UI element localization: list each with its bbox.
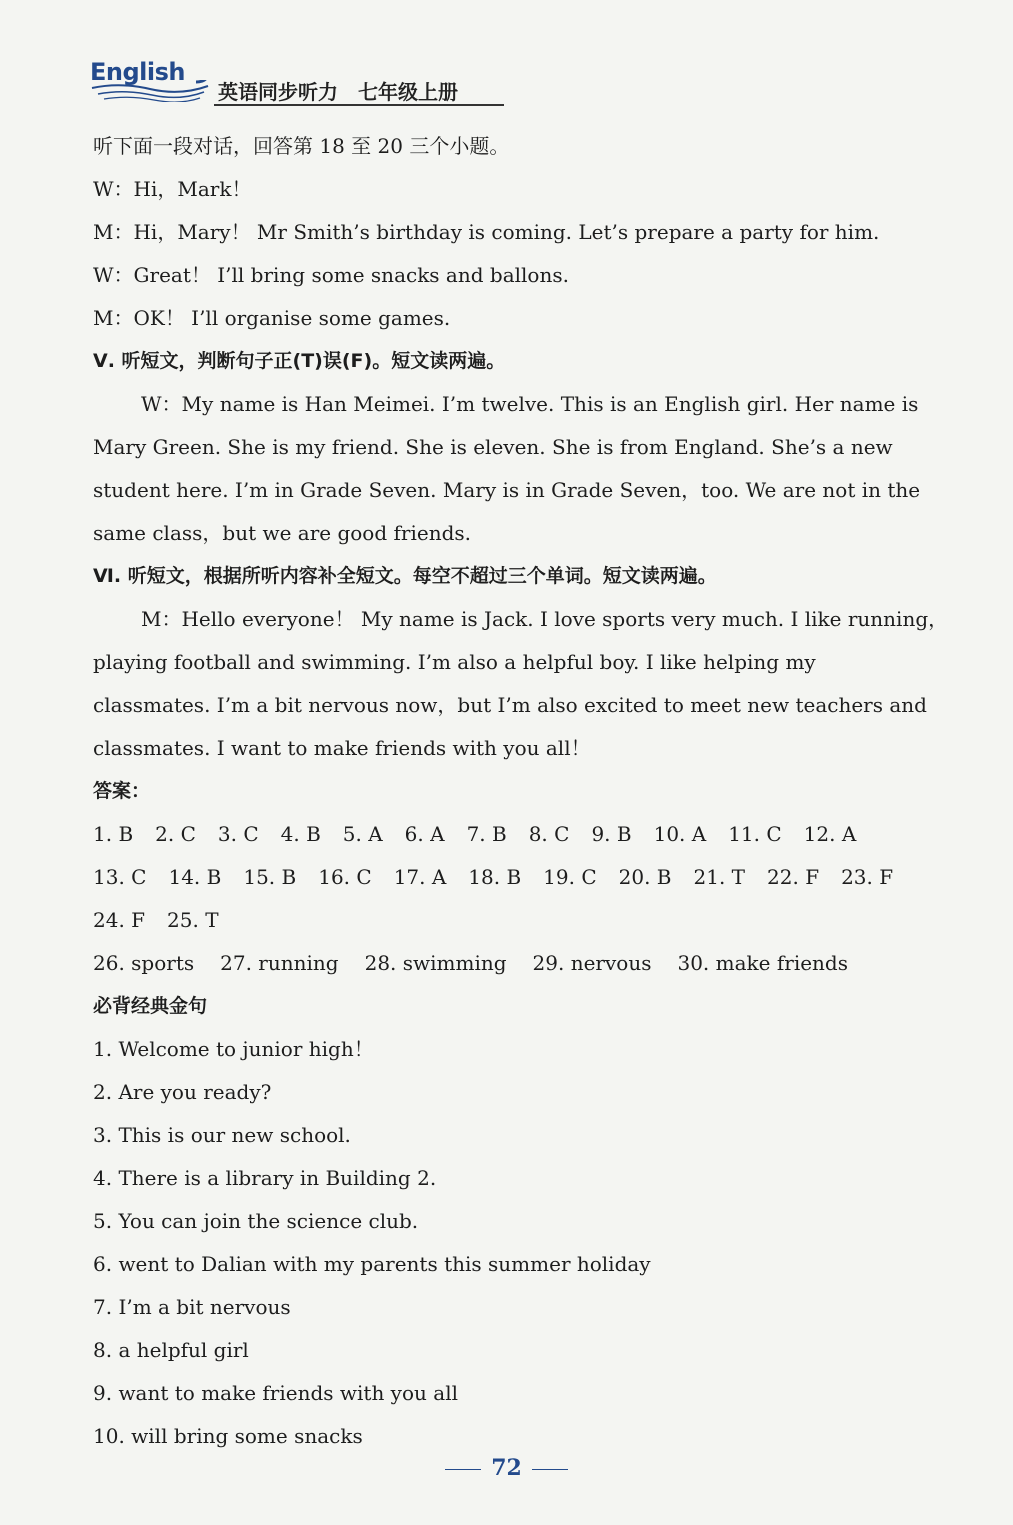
answer-item: 8. C (528, 822, 570, 846)
answer-item: 30. make friends (677, 951, 848, 975)
answer-item: 12. A (803, 822, 857, 846)
page-number-dash-left (445, 1469, 481, 1470)
answer-item: 7. B (466, 822, 507, 846)
sentence-item: 8. a helpful girl (93, 1338, 249, 1362)
page-number-value: 72 (491, 1455, 522, 1481)
answer-item: 1. B (93, 822, 134, 846)
answers-row-3 (93, 899, 945, 942)
answer-item: 6. A (404, 822, 445, 846)
answer-item: 9. B (591, 822, 632, 846)
page-content (93, 125, 949, 1458)
page-number (0, 1455, 1013, 1481)
sentence-item: 5. You can join the science club. (93, 1209, 419, 1233)
sentence-item: 3. This is our new school. (93, 1123, 351, 1147)
answer-item: 15. B (243, 865, 297, 889)
answer-item: 21. T (693, 865, 746, 889)
answer-item: 22. F (767, 865, 820, 889)
answer-item: 27. running (220, 951, 339, 975)
sentences-title: 必背经典金句 (93, 995, 208, 1017)
section-5-title: Ⅴ. 听短文，判断句子正(T)误(F)。短文读两遍。 (93, 350, 506, 372)
section-5-text-line: W：My name is Han Meimei. I’m twelve. This is an English girl. Her name is (141, 392, 919, 416)
page-header (90, 58, 510, 108)
answers-row-2 (93, 856, 945, 899)
sentence-item: 1. Welcome to junior high！ (93, 1037, 374, 1061)
answer-item: 5. A (342, 822, 383, 846)
answers-row-1 (93, 813, 945, 856)
answer-item: 18. B (468, 865, 522, 889)
dialogue-line: M：Hi，Mary！ Mr Smith’s birthday is coming. Let’s prepare a party for him. (93, 220, 880, 244)
answers-row-4 (93, 942, 945, 985)
sentence-item: 10. will bring some snacks (93, 1424, 363, 1448)
answer-item: 26. sports (93, 951, 195, 975)
header-underline (214, 104, 504, 106)
section-5-text-line: Mary Green. She is my friend. She is eleven. She is from England. She’s a new (93, 435, 893, 459)
sentence-item: 7. I’m a bit nervous (93, 1295, 291, 1319)
sentence-item: 9. want to make friends with you all (93, 1381, 458, 1405)
answer-item: 16. C (318, 865, 372, 889)
english-logo: English (90, 58, 185, 86)
sentence-item: 6. went to Dalian with my parents this summer holiday (93, 1252, 651, 1276)
section-6-text-line: classmates. I want to make friends with you all！ (93, 736, 591, 760)
answer-item: 10. A (653, 822, 707, 846)
section-6-text-line: playing football and swimming. I’m also a helpful boy. I like helping my (93, 650, 816, 674)
section-5-text-line: same class，but we are good friends. (93, 521, 472, 545)
answer-item: 3. C (217, 822, 259, 846)
answer-item: 17. A (393, 865, 447, 889)
answer-item: 11. C (728, 822, 782, 846)
answer-item: 19. C (543, 865, 597, 889)
section-6-text-line: M：Hello everyone！ My name is Jack. I love sports very much. I like running， (141, 607, 949, 631)
answers-title: 答案： (93, 780, 151, 802)
section-5-text-line: student here. I’m in Grade Seven. Mary is in Grade Seven，too. We are not in the (93, 478, 921, 502)
answer-item: 14. B (168, 865, 222, 889)
sentence-item: 2. Are you ready? (93, 1080, 272, 1104)
dialogue-line: W：Great！ I’ll bring some snacks and ballons. (93, 263, 569, 287)
answer-item: 20. B (618, 865, 672, 889)
dialogue-line: M：OK！ I’ll organise some games. (93, 306, 451, 330)
answer-item: 23. F (841, 865, 894, 889)
answer-item: 4. B (280, 822, 321, 846)
dialogue-intro: 听下面一段对话，回答第 18 至 20 三个小题。 (93, 134, 510, 158)
answer-item: 24. F (93, 908, 146, 932)
section-6-text-line: classmates. I’m a bit nervous now，but I’m also excited to meet new teachers and (93, 693, 927, 717)
sentence-item: 4. There is a library in Building 2. (93, 1166, 437, 1190)
answer-item: 25. T (167, 908, 219, 932)
page-number-dash-right (532, 1469, 568, 1470)
book-title: 英语同步听力 七年级上册 (218, 80, 458, 104)
logo-swoosh-icon (90, 80, 210, 102)
answer-item: 2. C (155, 822, 196, 846)
answer-item: 28. swimming (364, 951, 507, 975)
section-6-title: Ⅵ. 听短文，根据所听内容补全短文。每空不超过三个单词。短文读两遍。 (93, 565, 717, 587)
answer-item: 29. nervous (532, 951, 652, 975)
dialogue-line: W：Hi，Mark！ (93, 177, 252, 201)
answer-item: 13. C (93, 865, 147, 889)
